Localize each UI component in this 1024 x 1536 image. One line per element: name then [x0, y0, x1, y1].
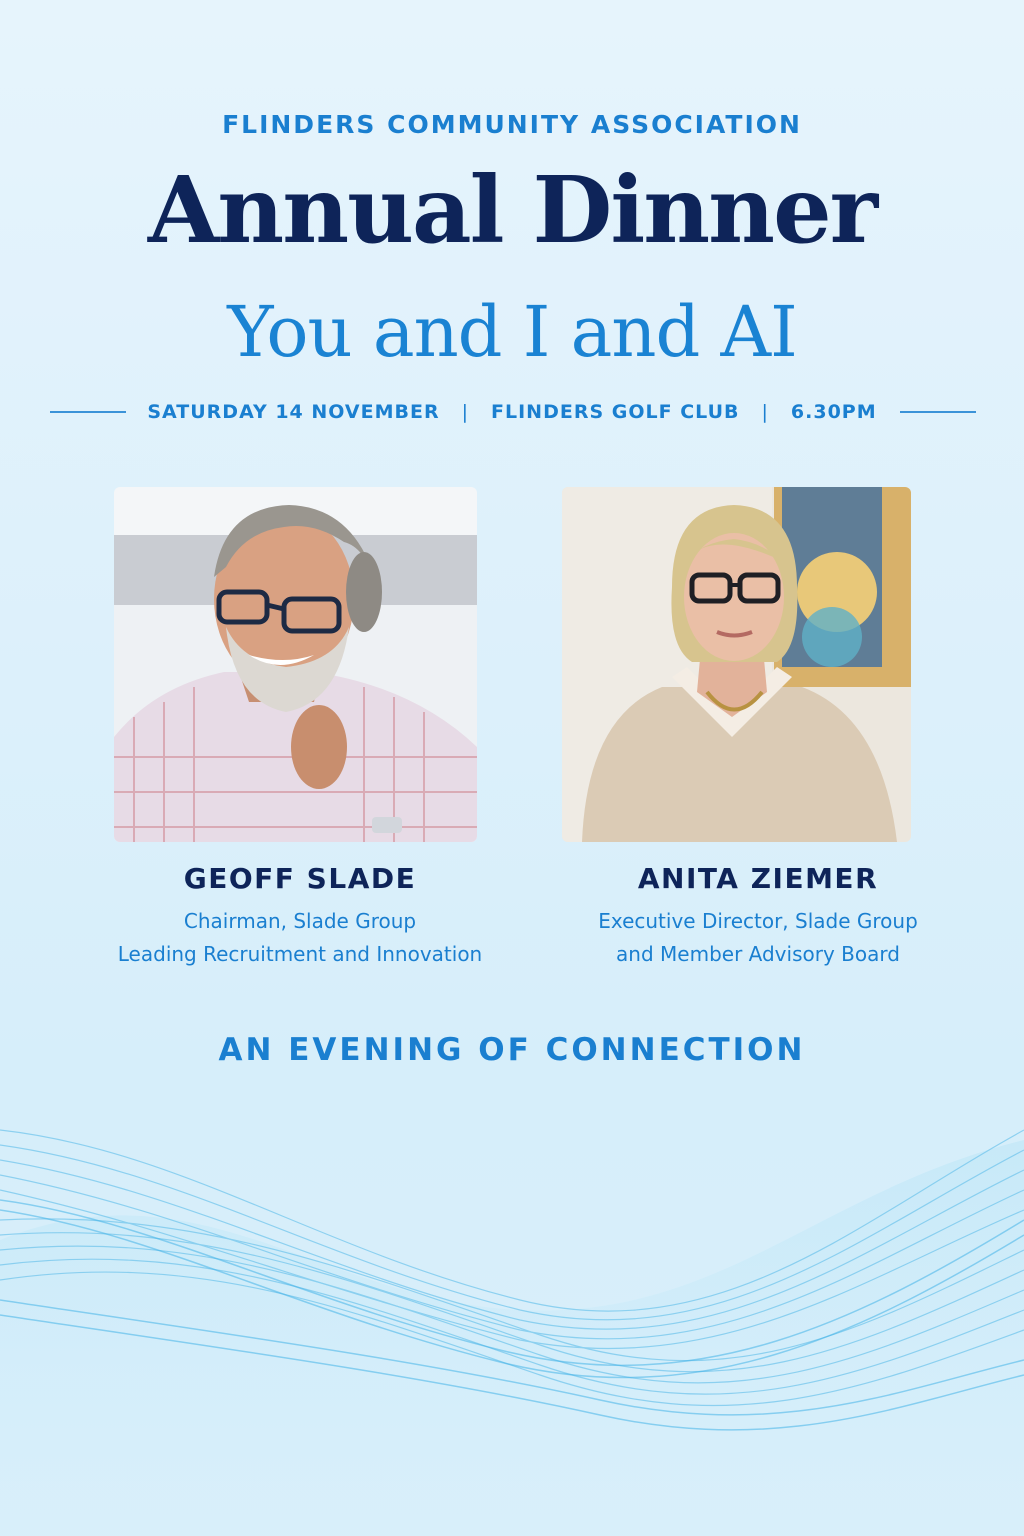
speaker-description: and Member Advisory Board	[616, 942, 900, 966]
speaker-title: Chairman, Slade Group	[183, 909, 417, 933]
speaker-card-anita	[553, 862, 963, 971]
event-info-row	[0, 396, 1024, 428]
event-time: 6.30PM	[790, 401, 877, 423]
speaker-photo-geoff	[114, 487, 477, 842]
info-separator: |	[461, 401, 470, 423]
speaker-description: Leading Recruitment and Innovation	[117, 942, 483, 966]
wave-decoration	[0, 1100, 1024, 1536]
speaker-card-geoff	[100, 862, 500, 971]
info-separator: |	[761, 401, 769, 423]
event-venue: FLINDERS GOLF CLUB	[491, 401, 740, 423]
speaker-name: GEOFF SLADE	[183, 862, 417, 895]
portrait-illustration-anita	[562, 487, 911, 842]
event-subtitle: You and I and AI	[227, 291, 797, 373]
event-tagline: AN EVENING OF CONNECTION	[218, 1032, 806, 1068]
portrait-illustration-geoff	[114, 487, 477, 842]
organization-name: FLINDERS COMMUNITY ASSOCIATION	[222, 110, 802, 139]
speaker-name: ANITA ZIEMER	[637, 862, 879, 895]
event-title: Annual Dinner	[147, 156, 877, 264]
speaker-photo-anita	[562, 487, 911, 842]
speaker-title: Executive Director, Slade Group	[598, 909, 918, 933]
event-date: SATURDAY 14 NOVEMBER	[147, 401, 440, 423]
